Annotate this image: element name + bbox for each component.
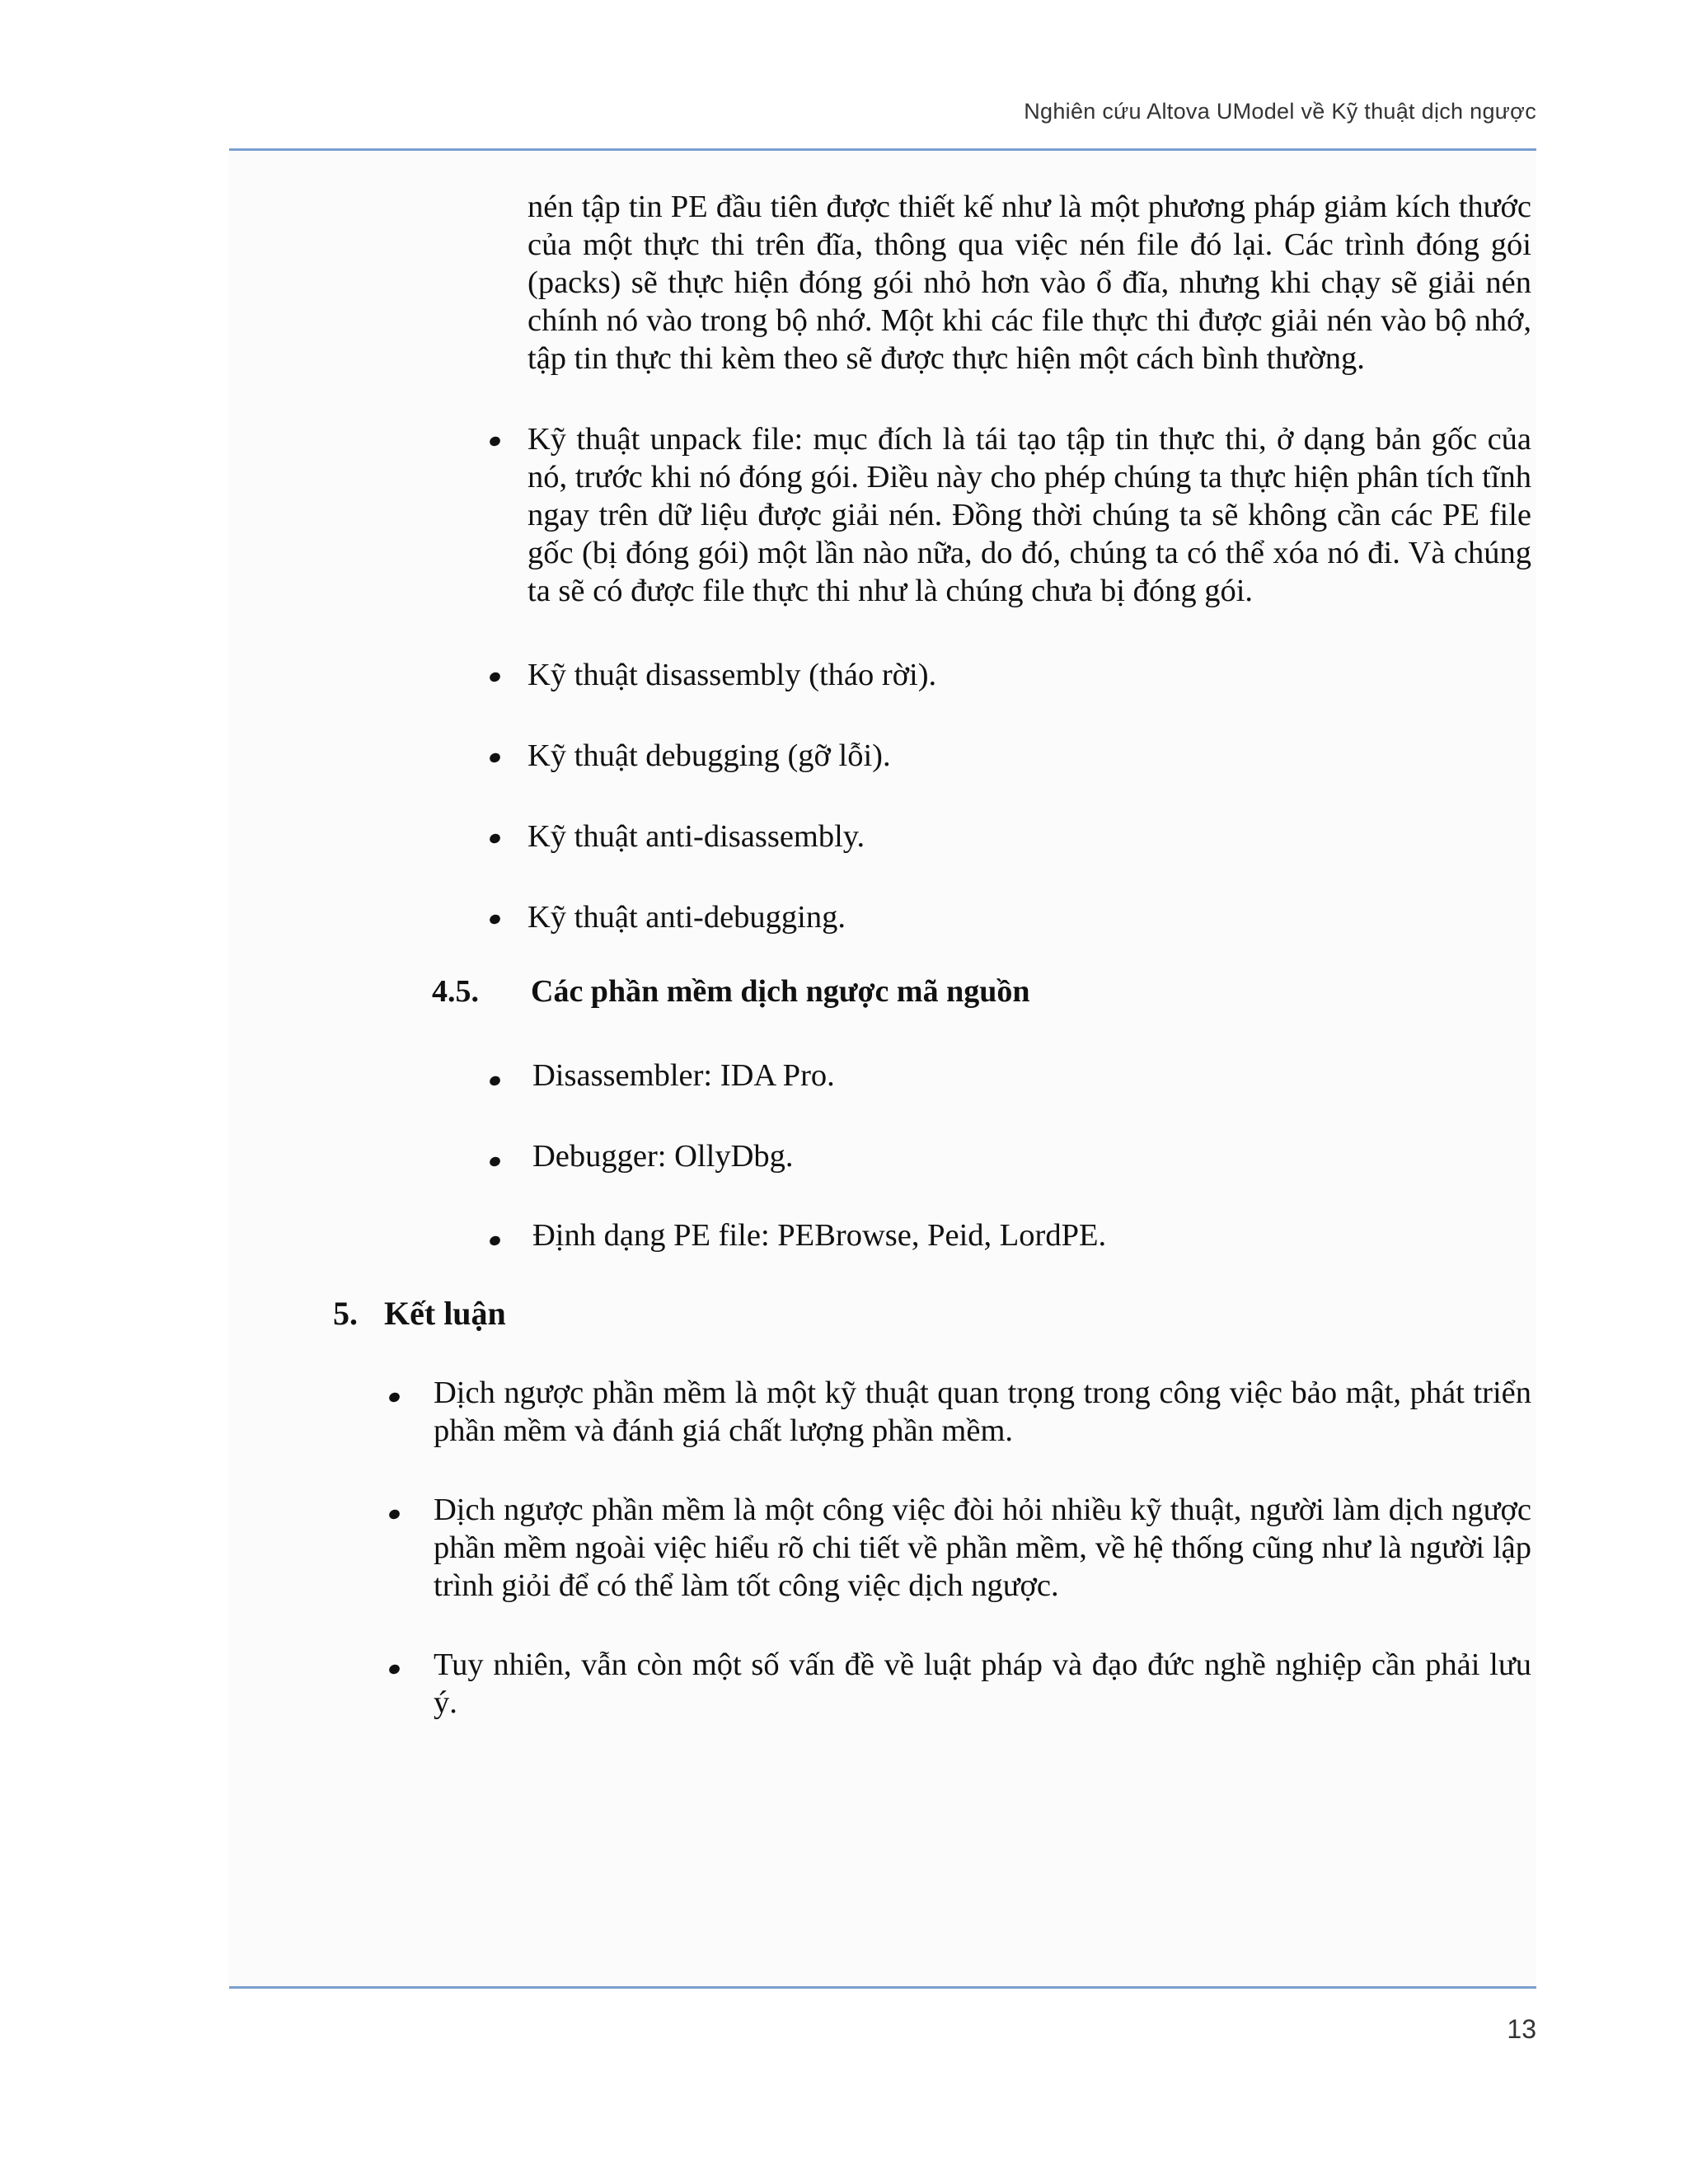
section-number: 5. [333,1295,358,1332]
continuation-paragraph: nén tập tin PE đầu tiên được thiết kế như là một phương pháp giảm kích thước của một thực thi trên đĩa, thông qua việc nén file đó lại. Các trình đóng gói (packs) sẽ thực hiện đóng gói nhỏ hơn vào ổ đĩa, nhưng khi chạy sẽ giải nén chính nó vào trong bộ nhớ. Một khi các file thực thi được giải nén vào bộ nhớ, tập tin thực thi kèm theo sẽ được thực hiện một cách bình thường. [528,190,1531,376]
technique-item-anti-debugging: Kỹ thuật anti-debugging. [528,900,846,935]
software-item-disassembler: Disassembler: IDA Pro. [532,1058,835,1093]
conclusion-item-3: Tuy nhiên, vẫn còn một số vấn đề về luật pháp và đạo đức nghề nghiệp cần phải lưu ý. [434,1647,1531,1720]
technique-item-unpack: Kỹ thuật unpack file: mục đích là tái tạo tập tin thực thi, ở dạng bản gốc của nó, trước khi nó đóng gói. Điều này cho phép chúng ta thực hiện phân tích tĩnh ngay trên dữ liệu được giải nén. Đồng thời chúng ta sẽ không cần các PE file gốc (bị đóng gói) một lần nào nữa, do đó, chúng ta có thể xóa nó đi. Và chúng ta sẽ có được file thực thi như là chúng chưa bị đóng gói. [528,422,1531,608]
technique-item-anti-disassembly: Kỹ thuật anti-disassembly. [528,819,865,854]
conclusion-item-2: Dịch ngược phần mềm là một công việc đòi hỏi nhiều kỹ thuật, người làm dịch ngược phần mềm ngoài việc hiểu rõ chi tiết về phần mềm, về hệ thống cũng như là người lập trình giỏi để có thể làm tốt công việc dịch ngược. [434,1493,1531,1603]
conclusion-item-1: Dịch ngược phần mềm là một kỹ thuật quan trọng trong công việc bảo mật, phát triển phần mềm và đánh giá chất lượng phần mềm. [434,1376,1531,1448]
section-number: 4.5. [432,974,479,1009]
technique-item-disassembly: Kỹ thuật disassembly (tháo rời). [528,658,937,692]
technique-item-debugging: Kỹ thuật debugging (gỡ lỗi). [528,738,891,773]
header-rule [229,148,1536,151]
software-item-pe-format: Định dạng PE file: PEBrowse, Peid, LordPE. [532,1218,1107,1253]
section-title: Kết luận [384,1295,506,1332]
software-item-debugger: Debugger: OllyDbg. [532,1139,794,1174]
running-header: Nghiên cứu Altova UModel về Kỹ thuật dịch ngược [1024,99,1536,124]
footer-rule [229,1986,1536,1989]
page-number: 13 [1507,2014,1536,2044]
section-title: Các phần mềm dịch ngược mã nguồn [531,974,1030,1009]
